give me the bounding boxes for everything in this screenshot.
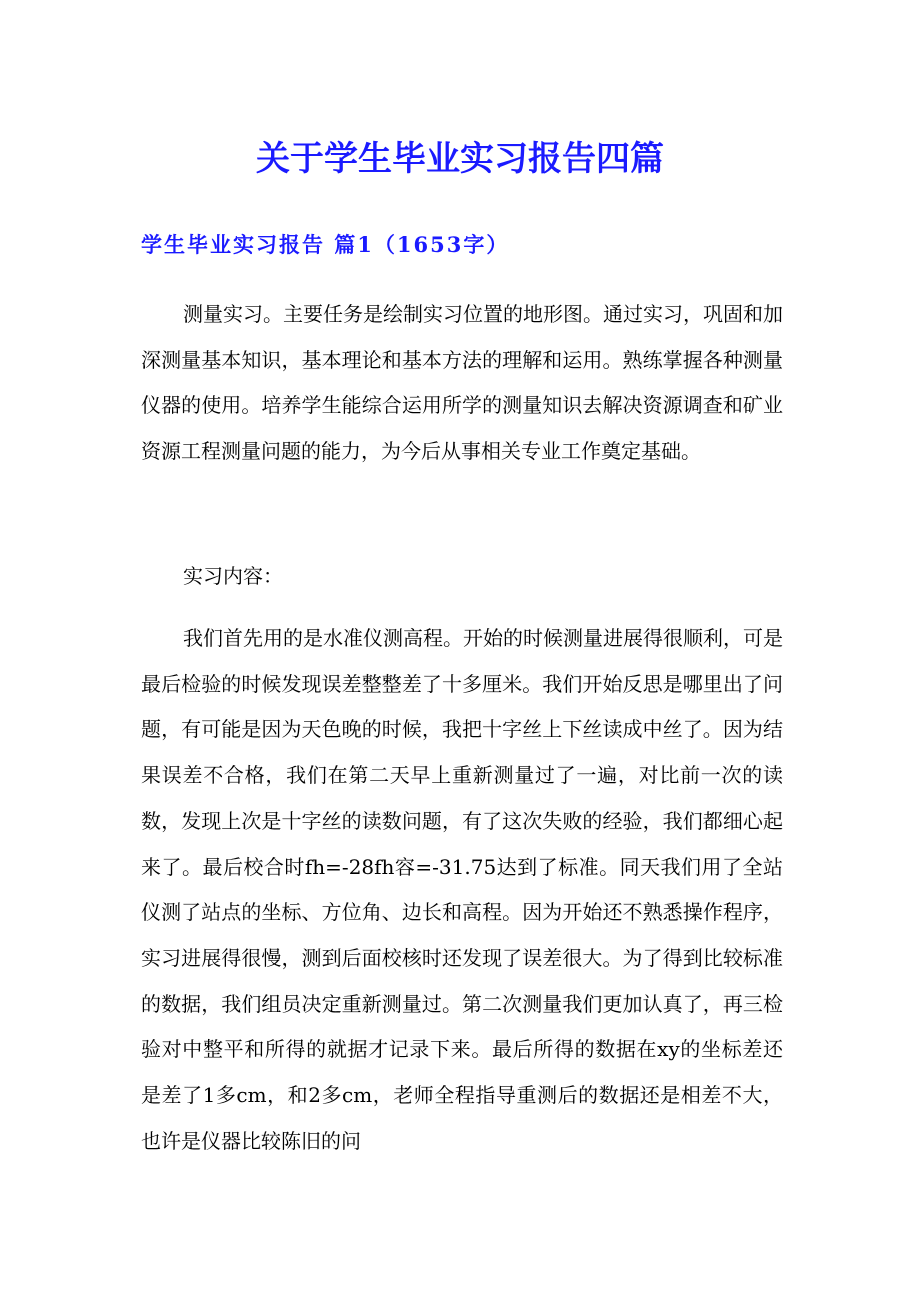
document-title: 关于学生毕业实习报告四篇 xyxy=(256,139,664,179)
section-heading: 学生毕业实习报告 篇1（1653字） xyxy=(141,232,510,257)
paragraph-process: 我们首先用的是水准仪测高程。开始的时候测量进展得很顺利，可是最后检验的时候发现误差整整差了十多厘米。我们开始反思是哪里出了问题，有可能是因为天色晚的时候，我把十字丝上下丝读成中丝了。因为结果误差不合格，我们在第二天早上重新测量过了一遍，对比前一次的读数，发现上次是十字丝的读数问题，有了这次失败的经验，我们都细心起来了。最后校合时fh=-28fh容=-31.75达到了标准。同天我们用了全站仪测了站点的坐标、方位角、边长和高程。因为开始还不熟悉操作程序，实习进展得很慢，测到后面校核时还发现了误差很大。为了得到比较标准的数据，我们组员决定重新测量过。第二次测量我们更加认真了，再三检验对中整平和所得的就据才记录下来。最后所得的数据在xy的坐标差还是差了1多cm，和2多cm，老师全程指导重测后的数据还是相差不大，也许是仪器比较陈旧的问 xyxy=(141,626,783,1153)
paragraph-purpose: 测量实习。主要任务是绘制实习位置的地形图。通过实习，巩固和加深测量基本知识，基本理论和基本方法的理解和运用。熟练掌握各种测量仪器的使用。培养学生能综合运用所学的测量知识去解决资源调查和矿业资源工程测量问题的能力，为今后从事相关专业工作奠定基础。 xyxy=(141,302,783,464)
paragraph-content-label: 实习内容： xyxy=(183,564,283,588)
